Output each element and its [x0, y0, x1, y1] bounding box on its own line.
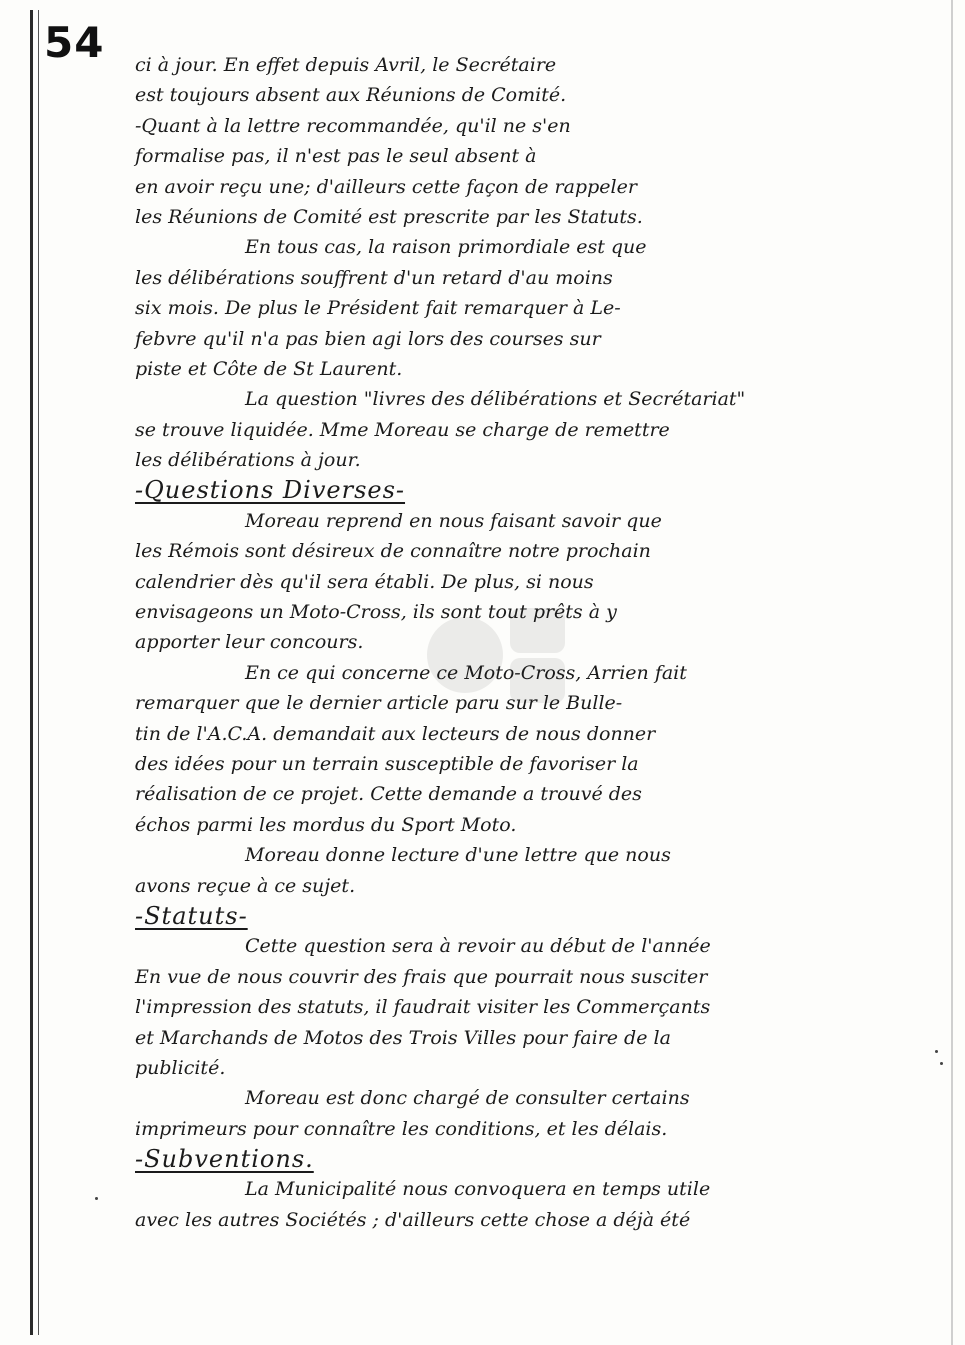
- handwritten-text: [135, 50, 895, 1235]
- text-line: est toujours absent aux Réunions de Comité.: [135, 84, 567, 107]
- text-line: -Quant à la lettre recommandée, qu'il ne s'en: [135, 114, 571, 137]
- text-line: apporter leur concours.: [135, 631, 364, 654]
- text-line: et Marchands de Motos des Trois Villes pour faire de la: [135, 1026, 671, 1049]
- text-line: Cette question sera à revoir au début de l'année: [245, 935, 711, 958]
- text-line: La Municipalité nous convoquera en temps utile: [245, 1178, 711, 1201]
- text-line: piste et Côte de St Laurent.: [135, 357, 403, 380]
- text-line: l'impression des statuts, il faudrait visiter les Commerçants: [135, 996, 711, 1019]
- ink-speck: [95, 1197, 98, 1200]
- ink-speck: [940, 1062, 943, 1065]
- text-line: En tous cas, la raison primordiale est que: [245, 236, 647, 259]
- text-line: formalise pas, il n'est pas le seul absent à: [135, 145, 537, 168]
- text-line: La question "livres des délibérations et Secrétariat": [245, 388, 746, 411]
- section-heading-questions-diverses: [135, 475, 895, 505]
- ink-speck: [935, 1050, 938, 1053]
- heading-text: -Statuts-: [135, 901, 248, 930]
- text-line: tin de l'A.C.A. demandait aux lecteurs de nous donner: [135, 722, 656, 745]
- text-line: échos parmi les mordus du Sport Moto.: [135, 813, 517, 836]
- text-line: en avoir reçu une; d'ailleurs cette façon de rappeler: [135, 175, 637, 198]
- text-line: des idées pour un terrain susceptible de favoriser la: [135, 752, 639, 775]
- section-heading-subventions: [135, 1144, 895, 1174]
- text-line: les délibérations souffrent d'un retard d'au moins: [135, 266, 613, 289]
- text-line: avec les autres Sociétés ; d'ailleurs cette chose a déjà été: [135, 1208, 691, 1231]
- text-line: les Réunions de Comité est prescrite par les Statuts.: [135, 205, 643, 228]
- text-line: Moreau reprend en nous faisant savoir que: [245, 509, 662, 532]
- margin-rule: [30, 10, 33, 1335]
- text-line: les délibérations à jour.: [135, 449, 361, 472]
- text-line: Moreau donne lecture d'une lettre que nous: [245, 844, 671, 867]
- text-line: les Rémois sont désireux de connaître notre prochain: [135, 540, 651, 563]
- text-line: avons reçue à ce sujet.: [135, 874, 356, 897]
- page-number: 54: [44, 18, 105, 67]
- text-line: se trouve liquidée. Mme Moreau se charge de remettre: [135, 418, 670, 441]
- text-line: publicité.: [135, 1056, 226, 1079]
- text-line: ci à jour. En effet depuis Avril, le Secrétaire: [135, 54, 557, 76]
- page-edge: [951, 0, 953, 1345]
- text-line: remarquer que le dernier article paru sur le Bulle-: [135, 692, 623, 715]
- text-line: imprimeurs pour connaître les conditions, et les délais.: [135, 1117, 668, 1140]
- text-line: calendrier dès qu'il sera établi. De plus, si nous: [135, 570, 594, 593]
- text-line: réalisation de ce projet. Cette demande a trouvé des: [135, 783, 642, 806]
- text-line: six mois. De plus le Président fait remarquer à Le-: [135, 297, 621, 320]
- text-line: envisageons un Moto-Cross, ils sont tout prêts à y: [135, 601, 617, 624]
- margin-rule-inner: [38, 10, 39, 1335]
- text-line: En vue de nous couvrir des frais que pourrait nous susciter: [135, 965, 708, 988]
- heading-text: -Subventions.: [135, 1145, 314, 1174]
- heading-text: -Questions Diverses-: [135, 476, 406, 505]
- text-line: En ce qui concerne ce Moto-Cross, Arrien fait: [245, 661, 687, 684]
- text-line: febvre qu'il n'a pas bien agi lors des courses sur: [135, 327, 601, 350]
- section-heading-statuts: [135, 901, 895, 931]
- text-line: Moreau est donc chargé de consulter certains: [245, 1087, 690, 1110]
